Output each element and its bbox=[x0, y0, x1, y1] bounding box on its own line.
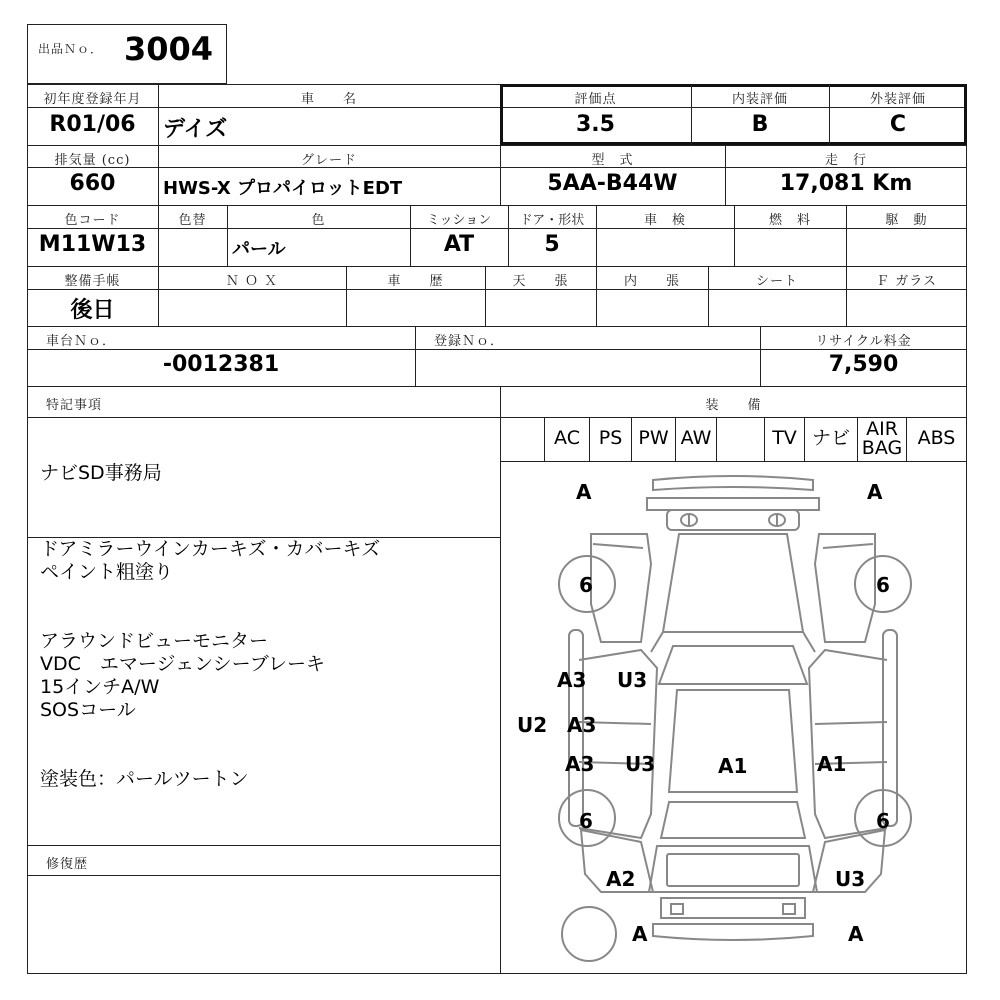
chassis-value: -0012381 bbox=[162, 352, 280, 377]
damage-tire-rl: 6 bbox=[579, 809, 593, 833]
chassis-label: 車台Ｎｏ． bbox=[46, 334, 117, 349]
damage-a3-upper: A3 bbox=[557, 668, 587, 692]
damage-tire-rr: 6 bbox=[876, 809, 890, 833]
equipment-option bbox=[717, 418, 765, 462]
damage-tire-fr: 6 bbox=[876, 573, 890, 597]
recycle-value: 7,590 bbox=[828, 352, 899, 377]
damage-tire-fl: 6 bbox=[579, 573, 593, 597]
color-value: パール bbox=[232, 239, 286, 260]
equipment-option: ABS bbox=[917, 427, 956, 449]
model-value: 5AA-B44W bbox=[547, 171, 678, 196]
score-value: 3.5 bbox=[576, 112, 615, 137]
equipment-option: PS bbox=[590, 418, 632, 462]
interior-label: 内装評価 bbox=[731, 92, 788, 107]
mileage-label: 走 行 bbox=[824, 153, 867, 168]
equipment-option: AIR BAG bbox=[858, 418, 907, 462]
equipment-option: PW bbox=[632, 418, 676, 462]
displacement-label: 排気量 (cc) bbox=[54, 153, 131, 168]
damage-u2-side: U2 bbox=[517, 713, 548, 737]
exterior-label: 外装評価 bbox=[869, 92, 926, 107]
notes-line: 15インチA/W bbox=[40, 676, 160, 698]
fuel-label: 燃 料 bbox=[768, 213, 811, 228]
score-label: 評価点 bbox=[574, 92, 617, 107]
roof-label: 天 張 bbox=[512, 274, 569, 289]
equipment-label: 装 備 bbox=[705, 398, 762, 413]
interior-trim-label: 内 張 bbox=[623, 274, 680, 289]
damage-front-right: A bbox=[867, 480, 883, 504]
damage-u3-lower: U3 bbox=[625, 752, 656, 776]
history-label: 車 歴 bbox=[387, 274, 444, 289]
notes-line: アラウンドビューモニター bbox=[40, 630, 269, 652]
damage-a3-side: A3 bbox=[567, 713, 597, 737]
mileage-value: 17,081 Km bbox=[779, 171, 913, 196]
damage-rear-left: A bbox=[632, 922, 648, 946]
equipment-option: AW bbox=[676, 418, 717, 462]
model-label: 型 式 bbox=[591, 153, 634, 168]
damage-u3-upper: U3 bbox=[617, 668, 648, 692]
damage-front-left: A bbox=[576, 480, 592, 504]
notes-line: SOSコール bbox=[40, 699, 136, 721]
mission-label: ミッション bbox=[426, 213, 492, 228]
repair-label: 修復歴 bbox=[46, 857, 89, 872]
lot-number: 3004 bbox=[124, 30, 214, 68]
car-name-label: 車 名 bbox=[300, 92, 357, 107]
displacement-value: 660 bbox=[69, 171, 116, 196]
color-change-label: 色替 bbox=[178, 213, 207, 228]
interior-value: B bbox=[751, 112, 769, 137]
exterior-value: C bbox=[889, 112, 907, 137]
equipment-option bbox=[501, 418, 545, 462]
damage-a2-rear: A2 bbox=[606, 867, 636, 891]
maintenance-label: 整備手帳 bbox=[64, 274, 121, 289]
car-name-value: デイズ bbox=[163, 117, 228, 142]
equipment-option: ナビ bbox=[805, 418, 858, 462]
grade-value: HWS-X プロパイロットEDT bbox=[163, 178, 403, 199]
color-code-value: M11W13 bbox=[38, 232, 147, 257]
damage-u3-rear: U3 bbox=[835, 867, 866, 891]
door-value: 5 bbox=[544, 232, 560, 257]
first-reg-value: R01/06 bbox=[49, 112, 136, 137]
seat-label: シート bbox=[755, 274, 798, 289]
equipment-option: TV bbox=[765, 418, 805, 462]
first-reg-label: 初年度登録年月 bbox=[43, 92, 142, 107]
recycle-label: リサイクル料金 bbox=[815, 334, 912, 349]
color-label: 色 bbox=[311, 213, 326, 228]
damage-a3-lower: A3 bbox=[565, 752, 595, 776]
equipment-option: AC bbox=[545, 418, 590, 462]
nox-label: Ｎ Ｏ Ｘ bbox=[225, 274, 279, 289]
grade-label: グレード bbox=[300, 153, 357, 168]
lot-label: 出品Ｎｏ． bbox=[38, 42, 104, 56]
notes-line-1: ナビSD事務局 bbox=[40, 462, 162, 484]
door-label: ドア・形状 bbox=[519, 213, 585, 228]
inspection-label: 車 検 bbox=[643, 213, 686, 228]
reg-no-label: 登録Ｎｏ． bbox=[434, 334, 505, 349]
glass-label: Ｆ ガラス bbox=[876, 274, 937, 289]
notes-label: 特記事項 bbox=[46, 398, 103, 413]
color-code-label: 色コード bbox=[64, 213, 121, 228]
mission-value: AT bbox=[443, 232, 475, 257]
notes-line: ペイント粗塗り bbox=[40, 561, 174, 583]
notes-line: ドアミラーウインカーキズ・カバーキズ bbox=[40, 538, 381, 560]
damage-rear-right: A bbox=[848, 922, 864, 946]
notes-line: 塗装色：パールツートン bbox=[40, 768, 249, 790]
notes-line: VDC エマージェンシーブレーキ bbox=[40, 653, 325, 675]
damage-a1-roof: A1 bbox=[718, 754, 748, 778]
drive-label: 駆 動 bbox=[885, 213, 928, 228]
maintenance-value: 後日 bbox=[70, 298, 115, 323]
damage-a1-right: A1 bbox=[817, 752, 847, 776]
